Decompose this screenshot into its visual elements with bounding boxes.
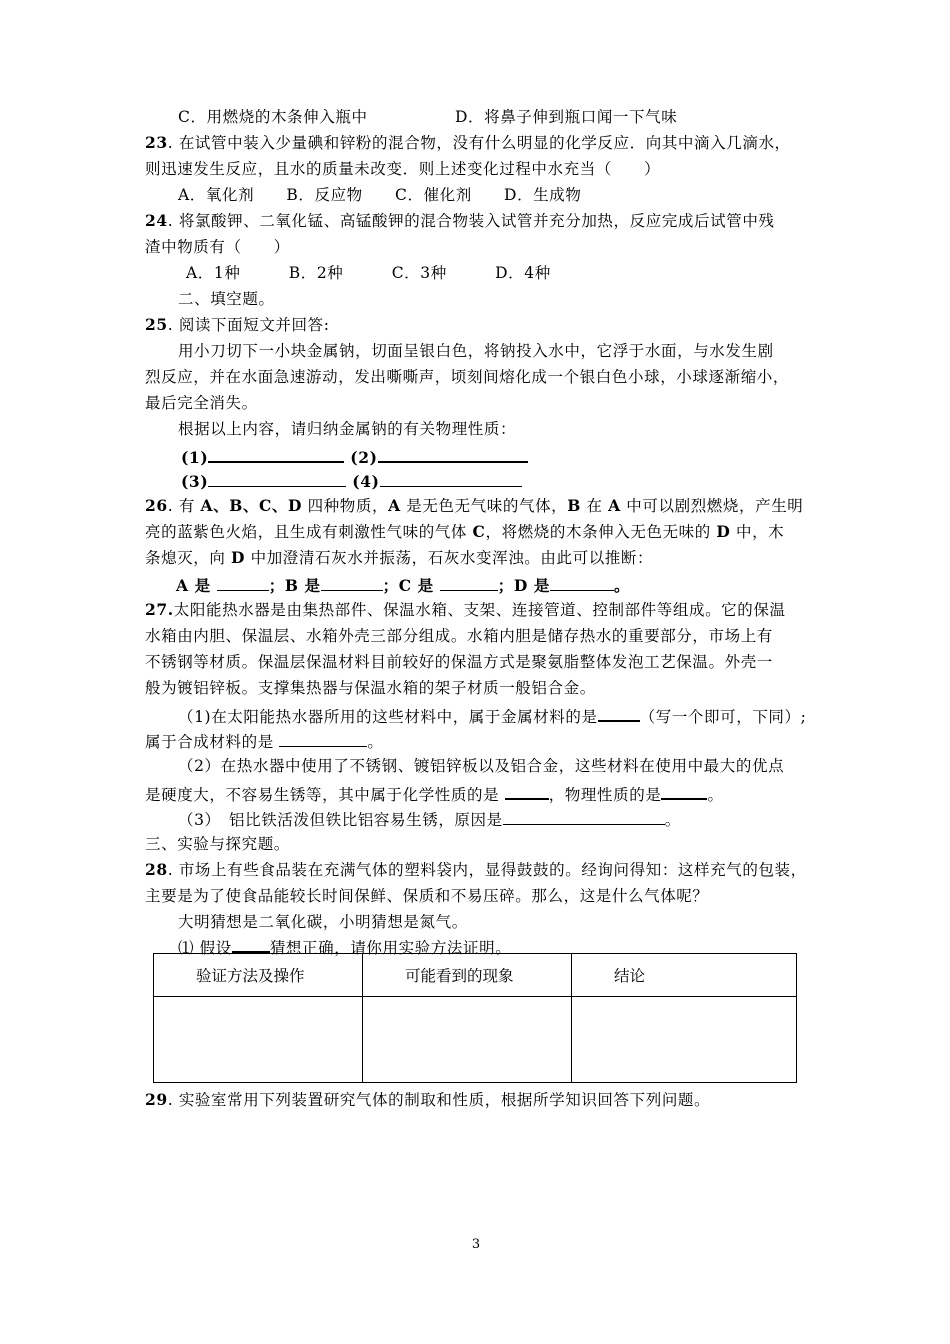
section-fill-in: 二、填空题。 [178,290,275,308]
q26-text: 中可以剧烈燃烧，产生明 [620,497,804,515]
question-text: . 阅读下面短文并回答: [167,316,330,334]
q26-letter-d: D [231,548,246,567]
question-23-options: A．氧化剂 B．反应物 C．催化剂 D．生成物 [178,186,582,204]
question-26 [145,496,803,516]
question-number: 23 [145,133,168,152]
q27-end: 。 [664,811,681,829]
q26-text: 四种物质， [302,497,389,515]
table-header-cell [154,954,363,997]
q28-task-text: 猜想正确，请你用实验方法证明。 [269,939,512,957]
q26-letter-b: B [567,496,581,515]
answer-blank-physical[interactable] [661,782,707,800]
q26-text: 亮的蓝紫色火焰，且生成有刺激性气味的气体 [145,523,473,541]
answer-label-4: (4) [352,472,380,491]
q27-sub-3 [178,808,681,830]
answer-label-a: A 是 [176,576,217,595]
question-text: . 实验室常用下列装置研究气体的制取和性质，根据所学知识回答下列问题。 [167,1091,711,1109]
answer-blank-a[interactable] [217,574,269,591]
table-row [154,997,797,1083]
q26-answer-row [176,574,630,596]
question-24-options: A．1种 B．2种 C．3种 D．4种 [186,264,551,282]
q26-text: 是无色无气味的气体， [400,497,568,515]
q25-passage-2: 烈反应，并在水面急速游动，发出嘶嘶声，顷刻间熔化成一个银白色小球，小球逐渐缩小， [145,368,790,386]
answer-blank-4[interactable] [380,470,522,487]
q26-letter-a: A [388,496,401,515]
table-cell-method[interactable] [154,997,363,1083]
question-number: 26 [145,496,168,515]
q26-text: 中，木 [730,523,785,541]
section-experiment: 三、实验与探究题。 [145,835,290,853]
answer-blank-d[interactable] [550,574,614,591]
q25-passage-1: 用小刀切下一小块金属钠，切面呈银白色，将钠投入水中，它浮于水面，与水发生剧 [178,342,774,360]
question-number: 25 [145,315,168,334]
q27-end: 。 [707,786,724,804]
answer-blank-chemical[interactable] [505,782,549,800]
q25-answer-row-2 [181,470,522,492]
table-cell-conclusion[interactable] [572,997,797,1083]
q26-text: ，将燃烧的木条伸入无色无味的 [485,523,717,541]
page-number: 3 [471,1237,481,1252]
question-number: 27. [145,600,174,619]
q27-sub-2-text: ，物理性质的是 [548,786,662,804]
experiment-table [153,953,797,1083]
q28-task-text: ⑴ 假设 [178,939,232,957]
question-28 [145,860,807,880]
answer-blank-c[interactable] [440,574,498,591]
question-26-line-2 [145,522,784,542]
q27-end: 。 [367,733,384,751]
question-29 [145,1090,710,1110]
question-23-cont: 则迅速发生反应，且水的质量未改变．则上述变化过程中水充当（ ） [145,160,661,178]
q26-letters: A、B、C、D [200,496,303,515]
q26-end: 。 [614,576,631,595]
table-header-cell [572,954,797,997]
q27-sub-1-text: 属于合成材料的是 [145,733,280,751]
q26-text: 条熄灭，向 [145,549,232,567]
q26-text: 在 [580,497,609,515]
question-text: . 市场上有些食品装在充满气体的塑料袋内，显得鼓鼓的。经询问得知：这样充气的包装， [167,861,807,879]
table-header-cell [363,954,572,997]
q27-sub-1-note: （写一个即可，下同）; [639,708,807,726]
q27-passage-4: 般为镀铝锌板。支撑集热器与保温水箱的架子材质一般铝合金。 [145,679,596,697]
answer-blank-metal[interactable] [598,704,640,722]
q27-sub-1-cont [145,730,383,752]
question-text: . 在试管中装入少量碘和锌粉的混合物，没有什么明显的化学反应．向其中滴入几滴水， [167,134,791,152]
question-number: 28 [145,860,168,879]
q25-ask: 根据以上内容，请归纳金属钠的有关物理性质： [178,420,517,438]
answer-blank-2[interactable] [378,445,528,463]
option-d: D．将鼻子伸到瓶口闻一下气味 [455,108,678,126]
q26-text: 中加澄清石灰水并振荡，石灰水变浑浊。由此可以推断： [245,549,654,567]
question-27 [145,600,786,620]
question-text: 太阳能热水器是由集热部件、保温水箱、支架、连接管道、控制部件等组成。它的保温 [173,601,786,619]
q28-hypotheses: 大明猜想是二氧化碳，小明猜想是氮气。 [178,913,468,931]
q25-passage-3: 最后完全消失。 [145,394,258,412]
q27-sub-1 [178,704,806,727]
q26-letter-c: C [472,522,486,541]
answer-blank-synthetic[interactable] [279,730,367,747]
question-26-line-3 [145,548,653,568]
answer-blank-1[interactable] [208,445,344,463]
answer-label-c: ；C 是 [382,576,440,595]
question-23 [145,133,791,153]
table-cell-phenomenon[interactable] [363,997,572,1083]
q28-cont: 主要是为了使食品能较长时间保鲜、保质和不易压碎。那么，这是什么气体呢？ [145,887,709,905]
answer-blank-reason[interactable] [503,808,665,825]
question-text: . 将氯酸钾、二氧化锰、高锰酸钾的混合物装入试管并充分加热，反应完成后试管中残 [167,212,775,230]
q26-text: . 有 [167,497,201,515]
q25-answer-row-1 [181,445,528,468]
answer-blank-b[interactable] [321,574,383,591]
answer-label-d: ；D 是 [497,576,551,595]
q27-sub-2: （2）在热水器中使用了不锈钢、镀铝锌板以及铝合金，这些材料在使用中最大的优点 [178,757,785,775]
header-phenomenon: 可能看到的现象 [405,967,514,985]
header-conclusion: 结论 [614,967,646,985]
answer-label-b: ；B 是 [268,576,321,595]
header-method: 验证方法及操作 [196,967,305,985]
option-c: C．用燃烧的木条伸入瓶中 [178,108,368,126]
question-24-cont: 渣中物质有（ ） [145,238,290,256]
q27-sub-3-text: （3） 铝比铁活泼但铁比铝容易生锈，原因是 [178,811,503,829]
question-number: 29 [145,1090,168,1109]
answer-label-1: (1) [181,448,209,467]
q27-passage-2: 水箱由内胆、保温层、水箱外壳三部分组成。水箱内胆是储存热水的重要部分，市场上有 [145,627,773,645]
q27-sub-1-text: （1)在太阳能热水器所用的这些材料中，属于金属材料的是 [178,708,598,726]
q27-sub-2-text: 是硬度大，不容易生锈等，其中属于化学性质的是 [145,786,505,804]
answer-label-2: (2) [350,448,378,467]
table-header-row [154,954,797,997]
question-number: 24 [145,211,168,230]
q27-passage-3: 不锈钢等材质。保温层保温材料目前较好的保温方式是聚氨脂整体发泡工艺保温。外壳一 [145,653,773,671]
answer-blank-3[interactable] [208,470,346,487]
q27-sub-2-cont [145,782,724,805]
answer-label-3: (3) [181,472,209,491]
answer-blank-hypothesis[interactable] [232,935,270,953]
question-24 [145,211,775,231]
q26-letter-d: D [716,522,731,541]
question-25 [145,315,330,335]
q26-letter-a: A [608,496,621,515]
